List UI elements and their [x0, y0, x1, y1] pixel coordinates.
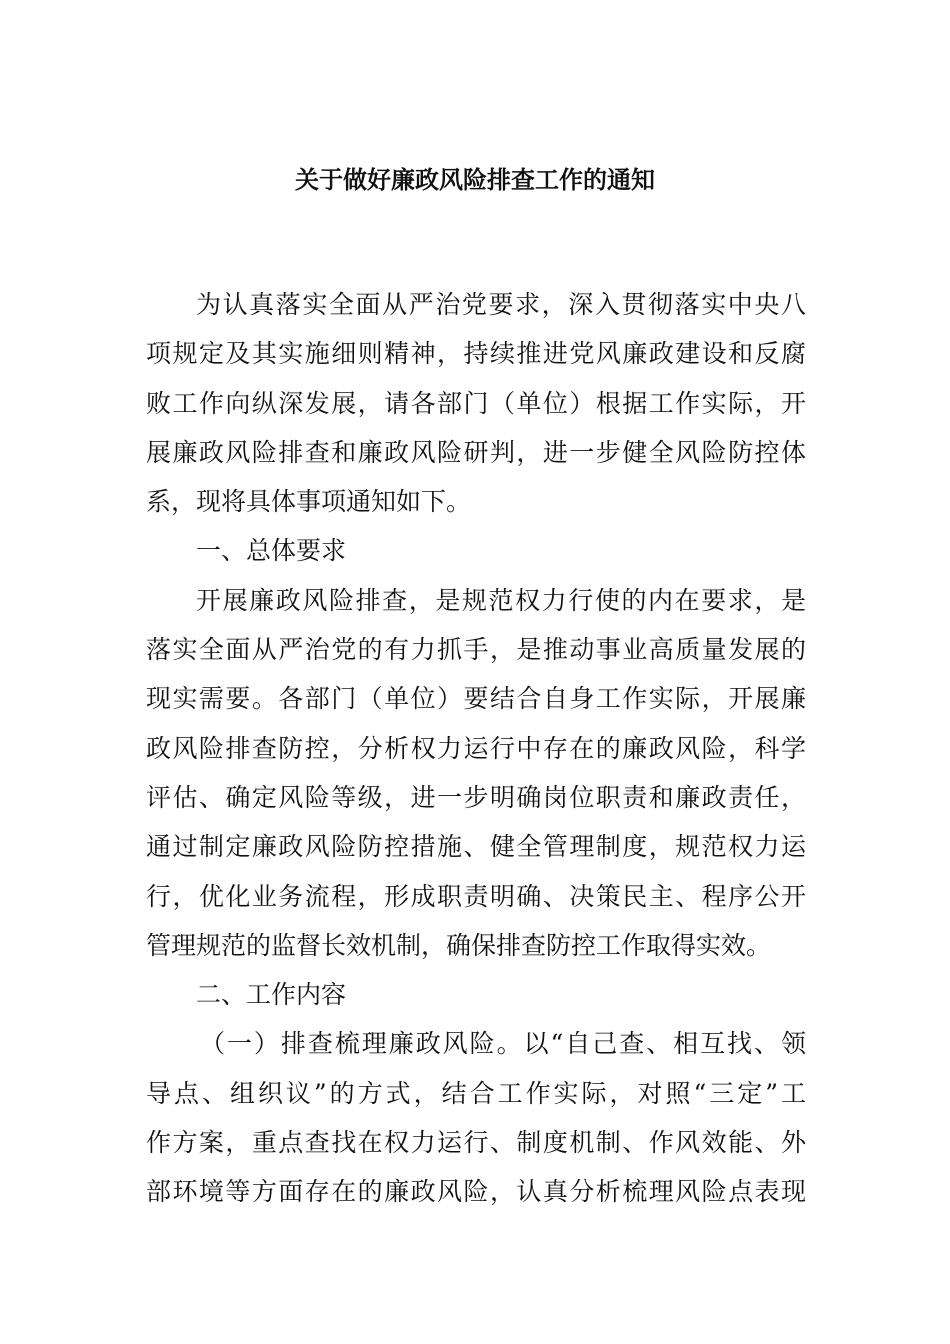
- document-title: 关于做好廉政风险排查工作的通知: [295, 166, 655, 194]
- paragraph-line: 管理规范的监督长效机制，确保排查防控工作取得实效。: [146, 930, 772, 960]
- paragraph-line: 评估、确定风险等级，进一步明确岗位职责和廉政责任，: [146, 782, 806, 812]
- paragraph-line: 现实需要。各部门（单位）要结合自身工作实际，开展廉: [146, 684, 806, 714]
- document-body: [146, 280, 806, 1217]
- paragraph-line: 导点、组织议”的方式，结合工作实际，对照“三定”工: [146, 1078, 806, 1108]
- paragraph-line: 行，优化业务流程，形成职责明确、决策民主、程序公开: [146, 881, 806, 911]
- paragraph-line: （一）排查梳理廉政风险。以“自己查、相互找、领: [200, 1029, 806, 1059]
- paragraph-line: 作方案，重点查找在权力运行、制度机制、作风效能、外: [146, 1128, 806, 1158]
- paragraph-line: 部环境等方面存在的廉政风险，认真分析梳理风险点表现: [146, 1177, 806, 1207]
- paragraph-line: 系，现将具体事项通知如下。: [146, 487, 472, 517]
- paragraph-line: 展廉政风险排查和廉政风险研判，进一步健全风险防控体: [146, 437, 806, 467]
- section-heading: 二、工作内容: [196, 980, 347, 1010]
- paragraph-line: 项规定及其实施细则精神，持续推进党风廉政建设和反腐: [146, 339, 806, 369]
- paragraph-line: 政风险排查防控，分析权力运行中存在的廉政风险，科学: [146, 733, 806, 763]
- section-heading: 一、总体要求: [196, 536, 347, 566]
- paragraph-line: 为认真落实全面从严治党要求，深入贯彻落实中央八: [196, 290, 806, 319]
- paragraph-line: 通过制定廉政风险防控措施、健全管理制度，规范权力运: [146, 832, 806, 862]
- paragraph-line: 开展廉政风险排查，是规范权力行使的内在要求，是: [196, 585, 806, 615]
- paragraph-line: 落实全面从严治党的有力抓手，是推动事业高质量发展的: [146, 635, 806, 665]
- paragraph-line: 败工作向纵深发展，请各部门（单位）根据工作实际，开: [146, 388, 806, 418]
